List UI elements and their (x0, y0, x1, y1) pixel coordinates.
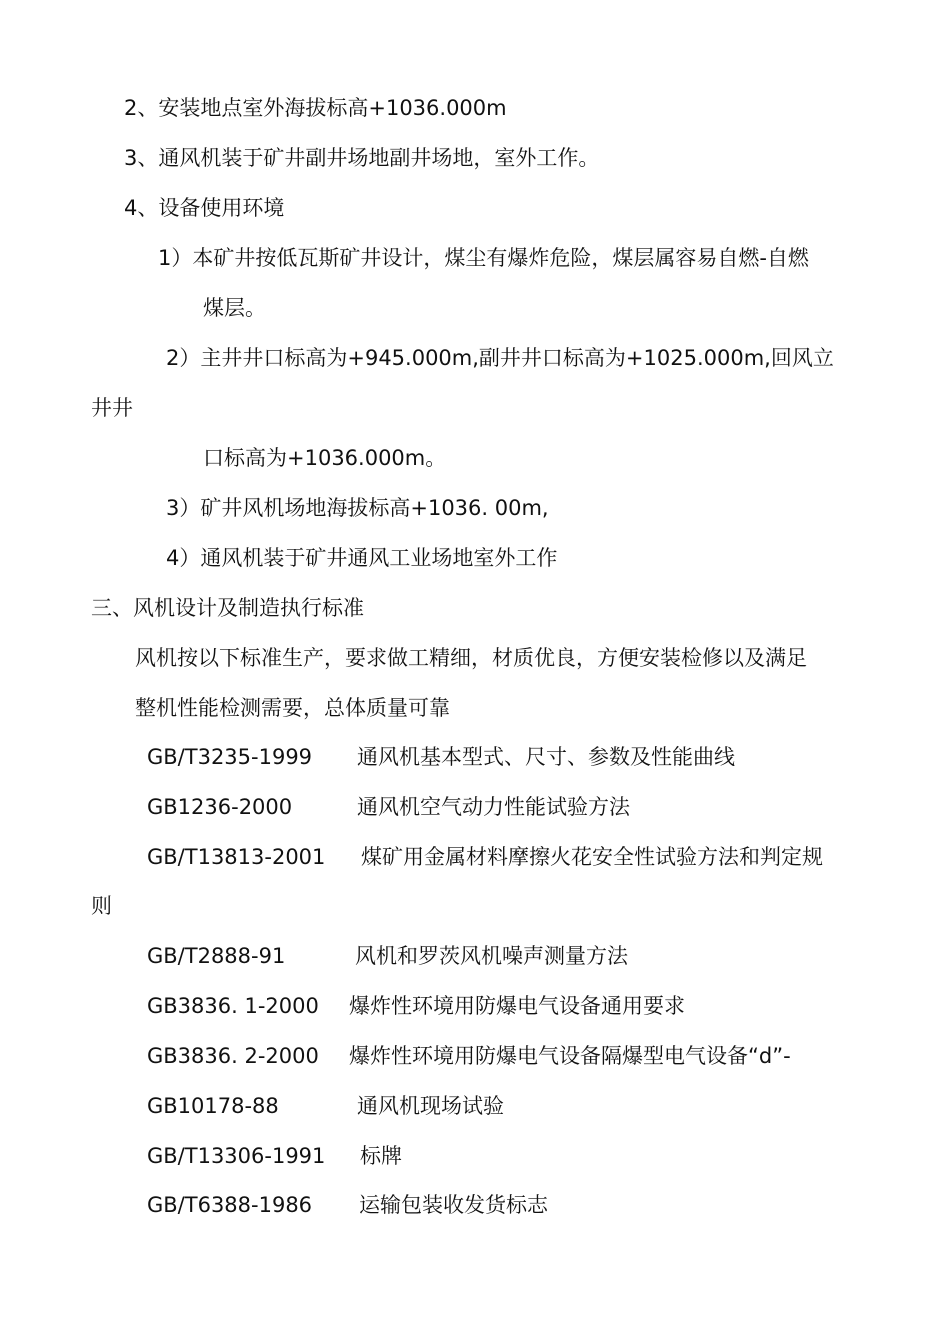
env-1-line-a: 1）本矿井按低瓦斯矿井设计，煤尘有爆炸危险，煤层属容易自燃-自燃 (158, 246, 809, 270)
standard-desc: 爆炸性环境用防爆电气设备通用要求 (349, 994, 685, 1018)
standard-desc: 通风机基本型式、尺寸、参数及性能曲线 (357, 745, 735, 769)
standard-code: GB/T6388-1986 (147, 1193, 313, 1217)
standard-desc: 运输包装收发货标志 (359, 1193, 548, 1217)
item-3-fan-location: 3、通风机装于矿井副井场地副井场地，室外工作。 (124, 146, 600, 170)
item-4-environment-heading: 4、设备使用环境 (124, 196, 285, 220)
standard-code: GB/T13306-1991 (147, 1144, 326, 1168)
env-3: 3）矿井风机场地海拔标高+1036. 00m, (166, 496, 549, 520)
env-2-line-b: 井井 (91, 396, 133, 420)
standard-desc-wrap: 则 (91, 894, 112, 918)
standard-code: GB3836. 2-2000 (147, 1044, 319, 1068)
section-3-heading: 三、风机设计及制造执行标准 (91, 596, 364, 620)
env-4: 4）通风机装于矿井通风工业场地室外工作 (166, 546, 558, 570)
standard-code: GB3836. 1-2000 (147, 994, 319, 1018)
standard-desc: 标牌 (360, 1144, 402, 1168)
section-3-intro-b: 整机性能检测需要，总体质量可靠 (135, 696, 450, 720)
env-2-line-a: 2）主井井口标高为+945.000m,副井井口标高为+1025.000m,回风立 (166, 346, 834, 370)
env-2-line-c: 口标高为+1036.000m。 (203, 446, 447, 470)
standard-desc: 风机和罗茨风机噪声测量方法 (355, 944, 628, 968)
standard-desc: 煤矿用金属材料摩擦火花安全性试验方法和判定规 (361, 845, 823, 869)
item-2-install-elevation: 2、安装地点室外海拔标高+1036.000m (124, 96, 507, 120)
standard-code: GB/T3235-1999 (147, 745, 313, 769)
standard-code: GB/T2888-91 (147, 944, 286, 968)
standard-code: GB/T13813-2001 (147, 845, 326, 869)
standard-desc: 通风机现场试验 (357, 1094, 504, 1118)
env-1-line-b: 煤层。 (203, 296, 266, 320)
standard-code: GB10178-88 (147, 1094, 279, 1118)
standard-code: GB1236-2000 (147, 795, 293, 819)
standard-desc: 爆炸性环境用防爆电气设备隔爆型电气设备“d”- (349, 1044, 791, 1068)
standard-desc: 通风机空气动力性能试验方法 (357, 795, 630, 819)
section-3-intro-a: 风机按以下标准生产，要求做工精细，材质优良，方便安装检修以及满足 (135, 646, 807, 670)
